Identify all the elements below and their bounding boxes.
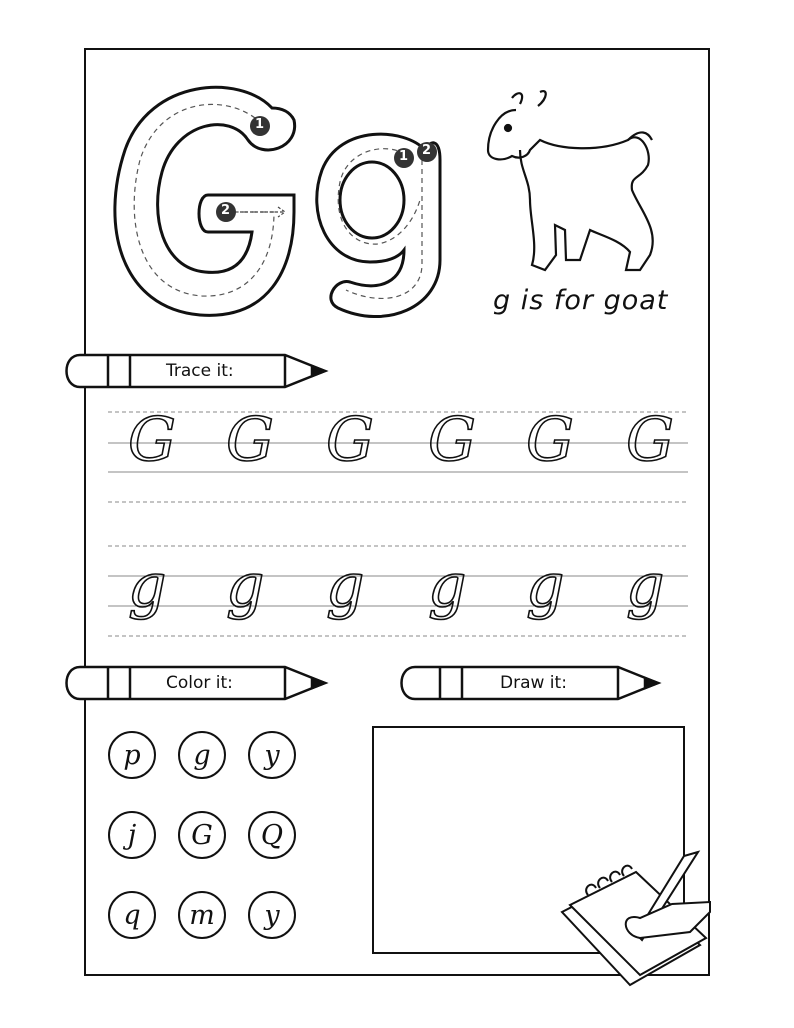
color-label: Color it: (166, 673, 233, 693)
lowercase-trace-letter[interactable]: g (128, 551, 167, 621)
writing-lines-lower (108, 546, 688, 636)
stroke-number-1a: 1 (255, 117, 265, 132)
draw-label: Draw it: (500, 673, 567, 693)
uppercase-trace-letter[interactable]: G (128, 405, 176, 475)
lowercase-trace-letter[interactable]: g (428, 551, 467, 621)
stroke-number-2a: 2 (221, 203, 231, 218)
big-letters-text (120, 90, 121, 91)
writing-lines-upper (108, 405, 688, 502)
color-letter-circle[interactable]: p (108, 731, 156, 779)
color-letter-circle[interactable]: Q (248, 811, 296, 859)
color-letter-circle[interactable]: g (178, 731, 226, 779)
stroke-number-1b: 1 (399, 149, 409, 164)
uppercase-trace-letter[interactable]: G (626, 405, 674, 475)
goat-caption: g is for goat (493, 285, 669, 316)
uppercase-trace-letter[interactable]: G (428, 405, 476, 475)
uppercase-trace-letter[interactable]: G (326, 405, 374, 475)
draw-area[interactable] (372, 726, 685, 954)
color-letter-circle[interactable]: j (108, 811, 156, 859)
lowercase-trace-letter[interactable]: g (526, 551, 565, 621)
lowercase-trace-letter[interactable]: g (226, 551, 265, 621)
color-letter-circle[interactable]: y (248, 731, 296, 779)
big-lowercase-g (317, 134, 440, 316)
color-letter-circle[interactable]: G (178, 811, 226, 859)
goat-icon (488, 91, 653, 270)
uppercase-trace-letter[interactable]: G (526, 405, 574, 475)
uppercase-trace-letter[interactable]: G (226, 405, 274, 475)
stroke-number-2b: 2 (422, 143, 432, 158)
trace-label: Trace it: (166, 361, 234, 381)
color-letter-circle[interactable]: m (178, 891, 226, 939)
color-letter-circle[interactable]: q (108, 891, 156, 939)
lowercase-trace-letter[interactable]: g (326, 551, 365, 621)
lowercase-trace-letter[interactable]: g (626, 551, 665, 621)
color-letter-circle[interactable]: y (248, 891, 296, 939)
